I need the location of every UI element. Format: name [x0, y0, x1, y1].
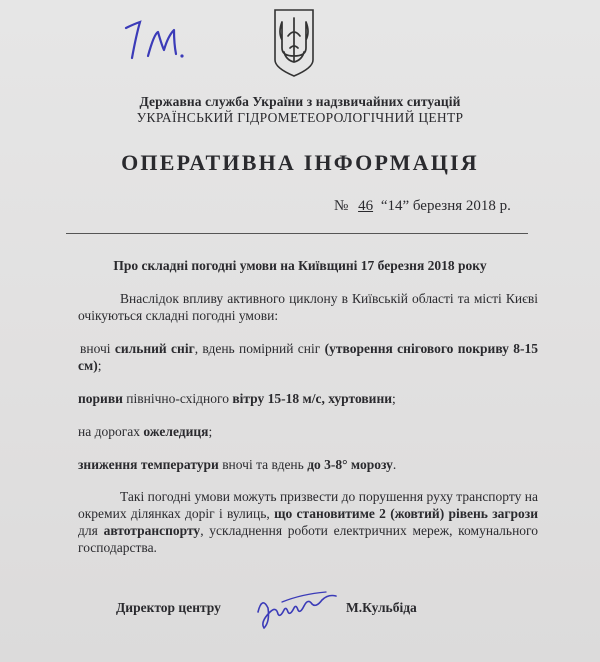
subject-line: Про складні погодні умови на Київщині 17 березня 2018 року — [113, 258, 487, 273]
item-wind: пориви північно-східного вітру 15-18 м/с, хуртовини; — [78, 391, 396, 406]
divider — [66, 233, 528, 234]
number-sign: № — [334, 198, 349, 214]
registration-date: “14” березня 2018 р. — [380, 198, 511, 214]
item-temperature: зниження температури вночі та вдень до 3-8° морозу. — [78, 457, 397, 472]
handwritten-note — [118, 12, 198, 72]
registration-line — [334, 198, 511, 215]
intro-paragraph: Внаслідок впливу активного циклону в Київській області та місті Києві очікуються складні погодні умови: — [78, 291, 538, 323]
outro-paragraph: Такі погодні умови можуть призвести до порушення руху транспорту на окремих ділянках доріг і вулиць, що становитиме 2 (жовтий) рівень загрози для автотранспорту, ускладнення роботи електричних мереж, комунального господарства. — [78, 489, 538, 555]
signatory-role: Директор центру — [116, 600, 221, 615]
signatory-name: М.Кульбіда — [346, 600, 417, 615]
center-name: УКРАЇНСЬКИЙ ГІДРОМЕТЕОРОЛОГІЧНИЙ ЦЕНТР — [136, 110, 464, 125]
agency-name: Державна служба України з надзвичайних ситуацій — [139, 94, 461, 109]
trident-emblem-icon — [272, 8, 316, 78]
agency-header — [0, 94, 600, 126]
item-snow: вночі сильний сніг, вдень помірний сніг (утворення снігового покриву 8-15 см); — [78, 341, 538, 373]
registration-number: 46 — [358, 198, 374, 214]
handwritten-signature — [252, 582, 342, 632]
item-ice: на дорогах ожеледиця; — [78, 424, 213, 439]
document-title: ОПЕРАТИВНА ІНФОРМАЦІЯ — [121, 150, 479, 175]
